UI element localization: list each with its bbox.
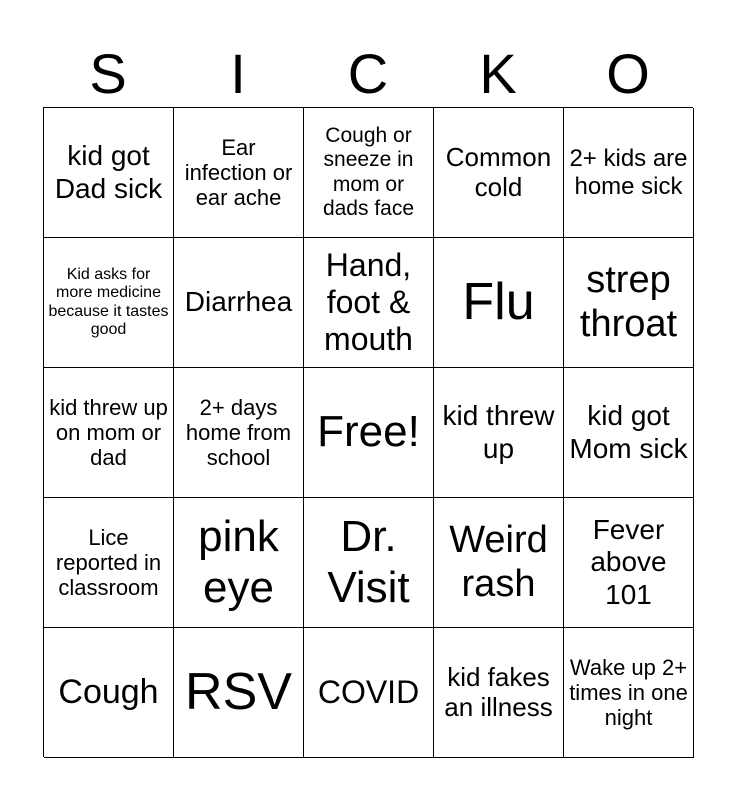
bingo-cell[interactable] bbox=[174, 238, 304, 368]
cell-text: COVID bbox=[317, 674, 420, 711]
cell-text: Common cold bbox=[445, 141, 552, 202]
cell-text: Flu bbox=[462, 272, 535, 331]
bingo-cell[interactable] bbox=[564, 628, 694, 758]
bingo-cell[interactable] bbox=[174, 498, 304, 628]
bingo-cell[interactable] bbox=[174, 368, 304, 498]
bingo-cell[interactable] bbox=[44, 368, 174, 498]
bingo-cell[interactable] bbox=[434, 498, 564, 628]
cell-text: kid got Dad sick bbox=[54, 140, 163, 204]
cell-text: Kid asks for more medicine because it tastes good bbox=[48, 265, 169, 338]
cell-text: Diarrhea bbox=[184, 286, 293, 318]
bingo-board bbox=[43, 107, 693, 757]
cell-text: pink eye bbox=[198, 511, 279, 612]
bingo-cell[interactable] bbox=[434, 238, 564, 368]
bingo-cell[interactable] bbox=[44, 628, 174, 758]
bingo-cell[interactable] bbox=[44, 498, 174, 628]
cell-text: kid fakes an illness bbox=[444, 661, 553, 722]
cell-text: Ear infection or ear ache bbox=[184, 134, 293, 211]
header-letter-s: S bbox=[89, 42, 127, 105]
header-letter-i: I bbox=[230, 42, 246, 105]
bingo-cell[interactable] bbox=[304, 238, 434, 368]
bingo-cell[interactable] bbox=[564, 368, 694, 498]
cell-text: Hand, foot & mouth bbox=[324, 247, 413, 357]
bingo-cell[interactable] bbox=[564, 238, 694, 368]
cell-text: kid got Mom sick bbox=[569, 400, 688, 464]
cell-text: Wake up 2+ times in one night bbox=[569, 654, 688, 731]
bingo-cell[interactable] bbox=[304, 368, 434, 498]
cell-text: Cough or sneeze in mom or dads face bbox=[322, 124, 415, 220]
cell-text: 2+ days home from school bbox=[185, 394, 292, 471]
bingo-cell[interactable] bbox=[434, 108, 564, 238]
bingo-cell[interactable] bbox=[304, 628, 434, 758]
bingo-cell[interactable] bbox=[434, 628, 564, 758]
cell-text: strep throat bbox=[579, 258, 678, 345]
header-letter-c: C bbox=[347, 42, 389, 105]
cell-text: Free! bbox=[317, 407, 420, 457]
bingo-cell[interactable] bbox=[434, 368, 564, 498]
header-letter-o: O bbox=[606, 42, 650, 105]
bingo-cell[interactable] bbox=[174, 628, 304, 758]
cell-text: kid threw up on mom or dad bbox=[49, 394, 168, 471]
bingo-cell[interactable] bbox=[304, 108, 434, 238]
cell-text: Weird rash bbox=[449, 518, 548, 605]
header-letter-k: K bbox=[479, 42, 517, 105]
bingo-cell[interactable] bbox=[304, 498, 434, 628]
cell-text: Lice reported in classroom bbox=[55, 524, 162, 601]
bingo-cell[interactable] bbox=[564, 108, 694, 238]
bingo-header bbox=[43, 40, 693, 108]
bingo-cell[interactable] bbox=[174, 108, 304, 238]
cell-text: kid threw up bbox=[442, 400, 555, 464]
bingo-cell[interactable] bbox=[44, 108, 174, 238]
cell-text: Fever above 101 bbox=[590, 514, 667, 610]
cell-text: 2+ kids are home sick bbox=[569, 144, 688, 200]
cell-text: Dr. Visit bbox=[327, 511, 410, 612]
cell-text: RSV bbox=[185, 662, 292, 721]
bingo-cell[interactable] bbox=[44, 238, 174, 368]
cell-text: Cough bbox=[58, 672, 159, 711]
bingo-cell[interactable] bbox=[564, 498, 694, 628]
